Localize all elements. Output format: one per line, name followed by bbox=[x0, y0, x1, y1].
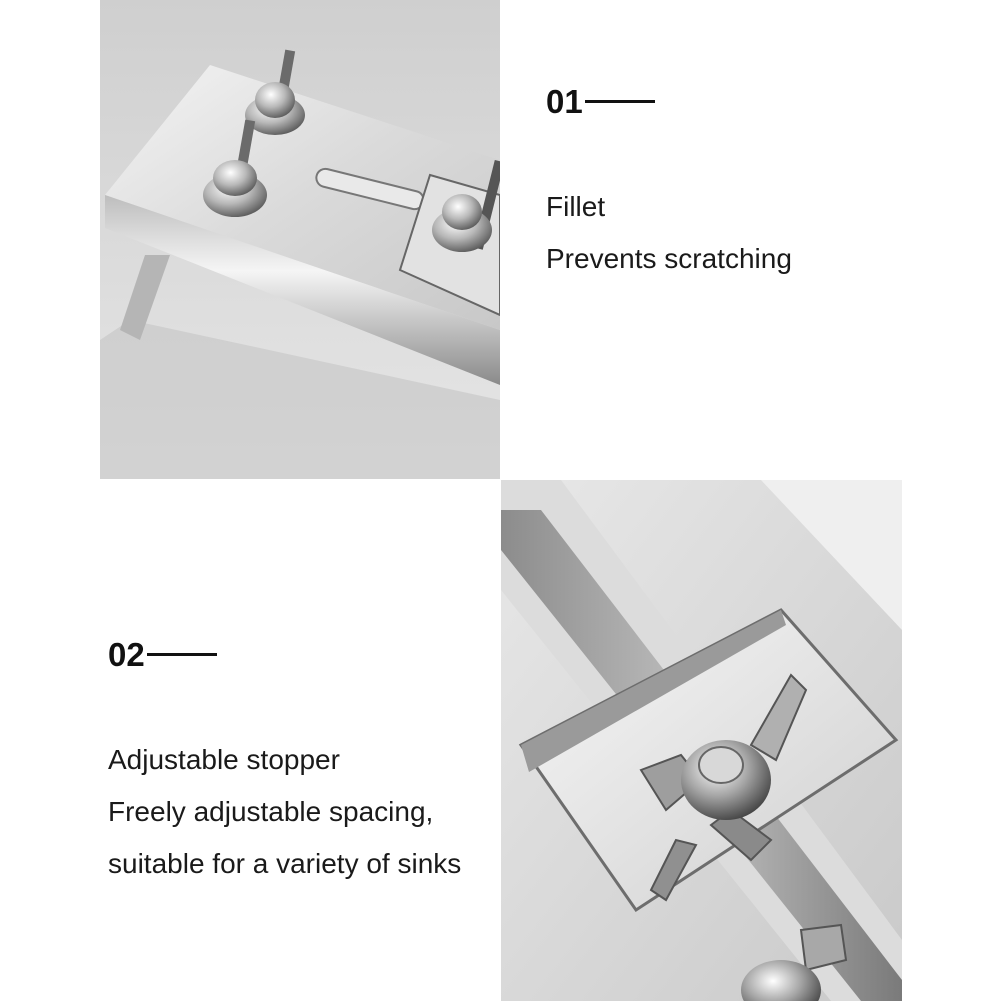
feature-description-stopper-2: suitable for a variety of sinks bbox=[108, 848, 462, 879]
feature-title-fillet: Fillet bbox=[546, 191, 606, 222]
section-number-rule bbox=[585, 100, 655, 103]
feature-description-stopper-1: Freely adjustable spacing, bbox=[108, 796, 434, 827]
section-number-02 bbox=[108, 638, 217, 671]
feature-title-stopper: Adjustable stopper bbox=[108, 744, 340, 775]
product-photo-fillet bbox=[100, 0, 500, 479]
feature-description-fillet: Prevents scratching bbox=[546, 243, 792, 274]
section-number-text: 02 bbox=[108, 636, 145, 673]
product-photo-stopper bbox=[501, 480, 902, 1001]
section-number-text: 01 bbox=[546, 83, 583, 120]
section-number-rule bbox=[147, 653, 217, 656]
section-number-01 bbox=[546, 85, 655, 118]
